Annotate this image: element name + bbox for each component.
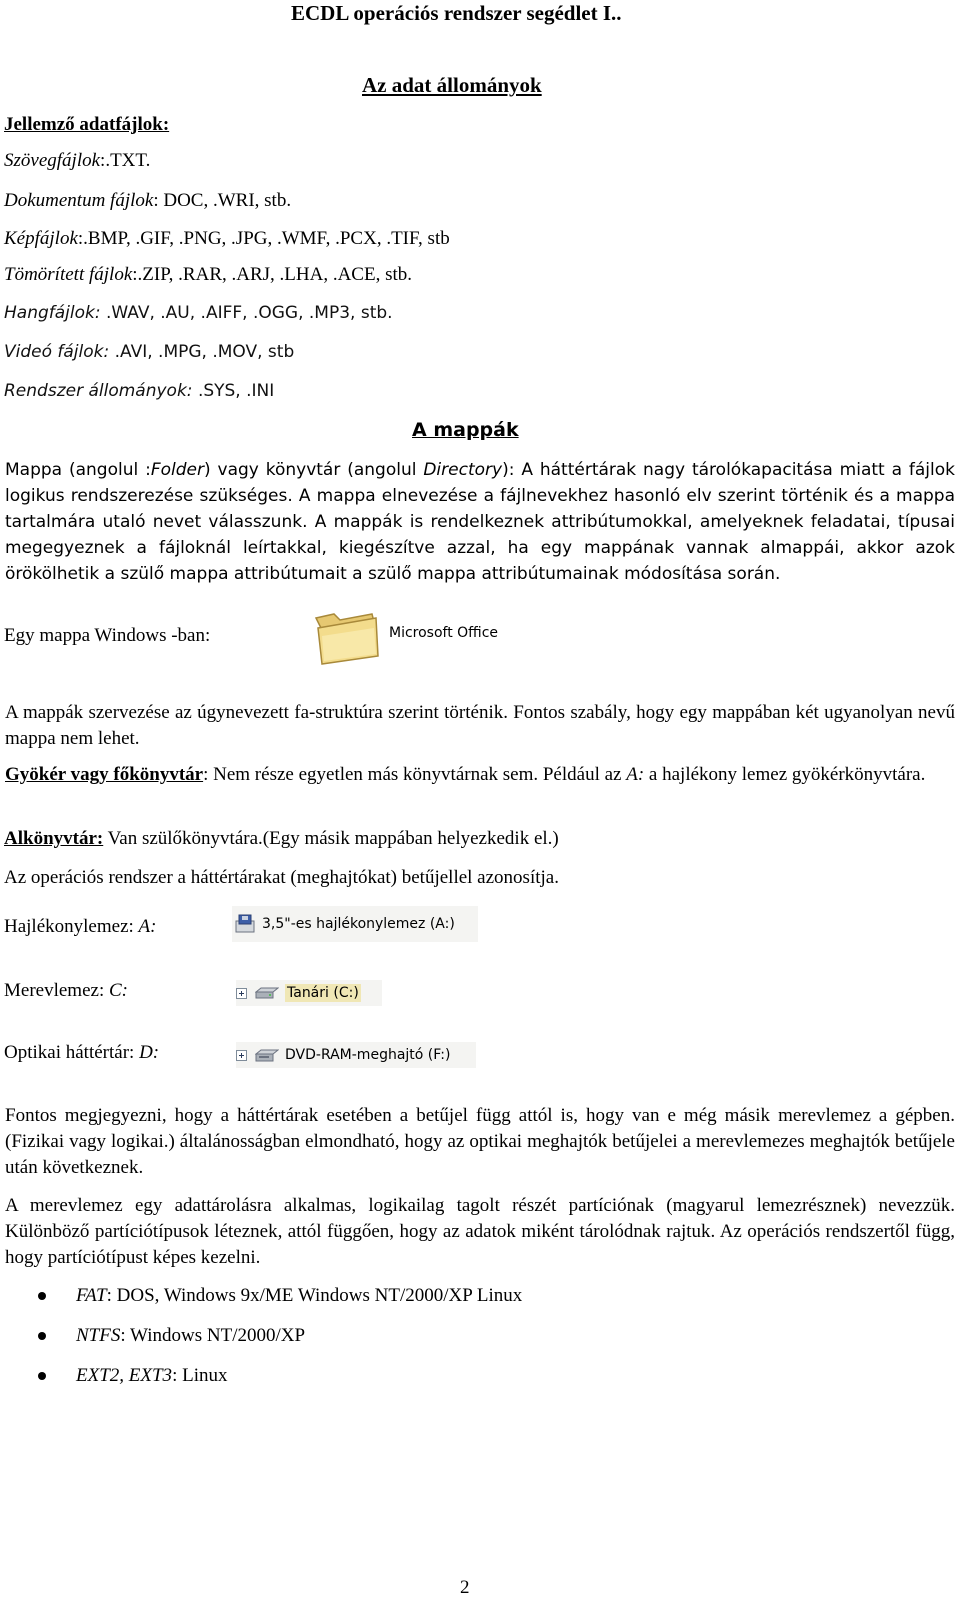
folder-caption: Egy mappa Windows -ban: — [4, 625, 211, 646]
section-title-data-files: Az adat állományok — [362, 73, 542, 97]
file-type-row: Rendszer állományok: .SYS, .INI — [4, 381, 275, 401]
drive-letter-note-paragraph: Fontos megjegyezni, hogy a háttértárak esetében a betűjel függ attól is, hogy van e még másik merevlemez a gépben.(Fizikai vagy logikai.) általánosságban elmondható, hogy az optikai meghajtók betűjelei a merevlemezes meghajtók betűjele után következnek. — [5, 1105, 955, 1178]
dvd-drive-item[interactable] — [236, 1042, 476, 1068]
floppy-drive-icon — [234, 913, 256, 935]
file-type-row: Dokumentum fájlok: DOC, .WRI, stb. — [4, 190, 292, 211]
drive-caption-hard-disk: Merevlemez: C: — [4, 980, 128, 1001]
page-number: 2 — [460, 1577, 470, 1598]
folder-icon — [312, 606, 384, 668]
file-type-row: Videó fájlok: .AVI, .MPG, .MOV, stb — [4, 342, 295, 362]
partition-type-fat: FAT: DOS, Windows 9x/ME Windows NT/2000/XP Linux — [76, 1285, 523, 1306]
dvd-drive-label: DVD-RAM-meghajtó (F:) — [285, 1047, 451, 1063]
hard-drive-item[interactable] — [236, 980, 382, 1006]
folder-description-paragraph: Mappa (angolul :Folder) vagy könyvtár (angolul Directory): A háttértárak nagy tárolókapacitása miatt a fájlok logikus rendszerezése szükséges. A mappa elnevezése a fájlnevekhez hasonló elv szerint történik és a mappa tartalmára utaló nevet válasszunk. A mappák is rendelkeznek attribútumokkal, amelyeknek feladatai, típusai megegyeznek a fájloknál leírtakkal, kiegészítve azzal, ha egy mappának vannak almappái, akkor azok örökölhetik a szülő mappa attribútumait a szülő mappa attribútumainak módosítása során. — [5, 460, 955, 584]
folder-label: Microsoft Office — [389, 625, 499, 641]
section-title-folders: A mappák — [412, 419, 519, 441]
file-type-row: Szövegfájlok:.TXT. — [4, 150, 151, 171]
floppy-drive-item[interactable] — [232, 906, 478, 942]
file-type-row: Képfájlok:.BMP, .GIF, .PNG, .JPG, .WMF, .PCX, .TIF, stb — [4, 228, 450, 249]
bullet-dot — [38, 1332, 46, 1340]
dvd-drive-icon — [255, 1047, 279, 1063]
drive-caption-floppy: Hajlékonylemez: A: — [4, 916, 157, 937]
hard-drive-icon — [255, 986, 279, 1000]
partition-paragraph: A merevlemez egy adattárolásra alkalmas, logikailag tagolt részét partíciónak (magyarul lemezrésznek) nevezzük. Különböző partíciótípusok léteznek, attól függően, hogy az adatok miként tárolódnak rajtuk. Az operációs rendszertől függ, hogy partíciótípust képes kezelni. — [5, 1195, 955, 1268]
partition-type-ntfs: NTFS: Windows NT/2000/XP — [76, 1325, 306, 1346]
expand-plus-icon[interactable] — [236, 1050, 247, 1061]
subdirectory-paragraph: Alkönyvtár: Van szülőkönyvtára.(Egy másik mappában helyezkedik el.) — [4, 828, 559, 849]
bullet-dot — [38, 1372, 46, 1380]
file-type-row: Tömörített fájlok:.ZIP, .RAR, .ARJ, .LHA, .ACE, stb. — [4, 264, 413, 285]
tree-structure-paragraph: A mappák szervezése az úgynevezett fa-struktúra szerint történik. Fontos szabály, hogy egy mappában két ugyanolyan nevű mappa nem lehet. — [5, 702, 955, 749]
file-type-row: Hangfájlok: .WAV, .AU, .AIFF, .OGG, .MP3, stb. — [4, 303, 393, 323]
bullet-dot — [38, 1292, 46, 1300]
drive-caption-optical: Optikai háttértár: D: — [4, 1042, 160, 1063]
partition-type-ext: EXT2, EXT3: Linux — [76, 1365, 228, 1386]
expand-plus-icon[interactable] — [236, 988, 247, 999]
drive-letters-paragraph: Az operációs rendszer a háttértárakat (meghajtókat) betűjellel azonosítja. — [4, 867, 559, 888]
document-header: ECDL operációs rendszer segédlet I.. — [291, 1, 622, 25]
hard-drive-label: Tanári (C:) — [287, 985, 359, 1001]
subtitle-data-files: Jellemző adatfájlok: — [4, 114, 170, 135]
floppy-drive-label: 3,5"-es hajlékonylemez (A:) — [262, 916, 455, 932]
root-directory-paragraph: Gyökér vagy főkönyvtár: Nem része egyetlen más könyvtárnak sem. Például az A: a hajlékony lemez gyökérkönyvtára. — [5, 764, 926, 785]
